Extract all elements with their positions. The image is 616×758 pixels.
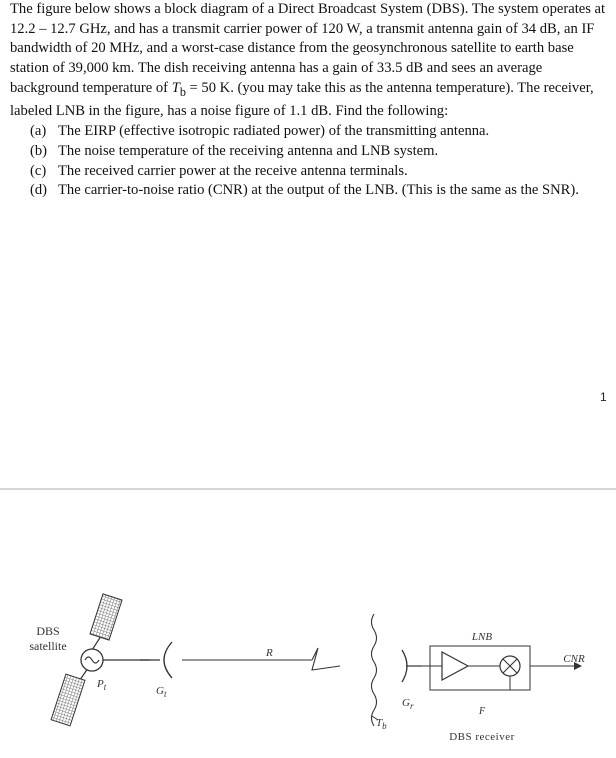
tb-main: T [376, 717, 383, 729]
dbs-label-line1: DBS [36, 624, 60, 638]
question-parts [10, 122, 610, 201]
pt-label [96, 678, 107, 692]
dbs-receiver-label: DBS receiver [449, 731, 515, 743]
part-a-text: The EIRP (effective isotropic radiated power) of the transmitting antenna. [58, 123, 490, 140]
part-c [30, 162, 610, 182]
tb-symbol: T [171, 79, 180, 96]
part-c-text: The received carrier power at the receive antenna terminals. [58, 162, 408, 179]
pt-sub: t [103, 682, 107, 692]
page-divider [0, 488, 616, 490]
part-a [30, 122, 610, 142]
gt-sub: t [163, 689, 167, 699]
intro-text: The figure below shows a block diagram of a Direct Broadcast System (DBS). The system operates at 12.2 – 12.7 GHz, and has a transmit carrier power of 120 W, a transmit antenna gain of 34 dB, an IF bandwidth of 20 MHz, and a worst-case distance from the geosynchronous satellite to earth base station of 39,000 km. The dish receiving antenna has a gain of 33.5 dB and sees an average background temperature of [10, 1, 606, 96]
gt-main: G [156, 685, 164, 697]
lnb-label: LNB [471, 631, 493, 643]
tb-label [376, 717, 387, 731]
part-a-label: (a) [30, 123, 47, 140]
part-c-label: (c) [30, 162, 47, 179]
gr-sub: r [409, 701, 414, 711]
transmit-dish [164, 642, 172, 678]
gr-label [402, 697, 414, 711]
part-d-text: The carrier-to-noise ratio (CNR) at the output of the LNB. (This is the same as the SNR). [58, 182, 579, 199]
tb-subscript: b [179, 84, 186, 99]
problem-intro [10, 0, 610, 122]
part-d-label: (d) [30, 182, 48, 199]
cnr-label: CNR [563, 653, 585, 665]
part-b-label: (b) [30, 142, 48, 159]
solar-panel-top [90, 594, 122, 640]
dbs-label-line2: satellite [29, 639, 67, 653]
part-b [30, 142, 610, 162]
pt-main: P [97, 678, 104, 690]
f-label: F [478, 706, 486, 717]
part-d [30, 181, 610, 201]
intro-end-text: = 50 K. (you may take this as the antenna temperature). The receiver, labeled LNB in the figure, has a noise figure of 1.1 dB. Find the following: [10, 79, 594, 120]
dbs-block-diagram [0, 580, 616, 758]
gr-main: G [402, 697, 410, 709]
problem-statement [10, 0, 610, 201]
background-noise-line [372, 614, 377, 726]
page-number: 1 [600, 390, 607, 404]
r-label: R [266, 647, 273, 659]
gt-label [156, 685, 167, 699]
solar-panel-bottom [51, 674, 85, 726]
part-b-text: The noise temperature of the receiving antenna and LNB system. [58, 142, 439, 159]
tb-sub: b [382, 721, 387, 731]
